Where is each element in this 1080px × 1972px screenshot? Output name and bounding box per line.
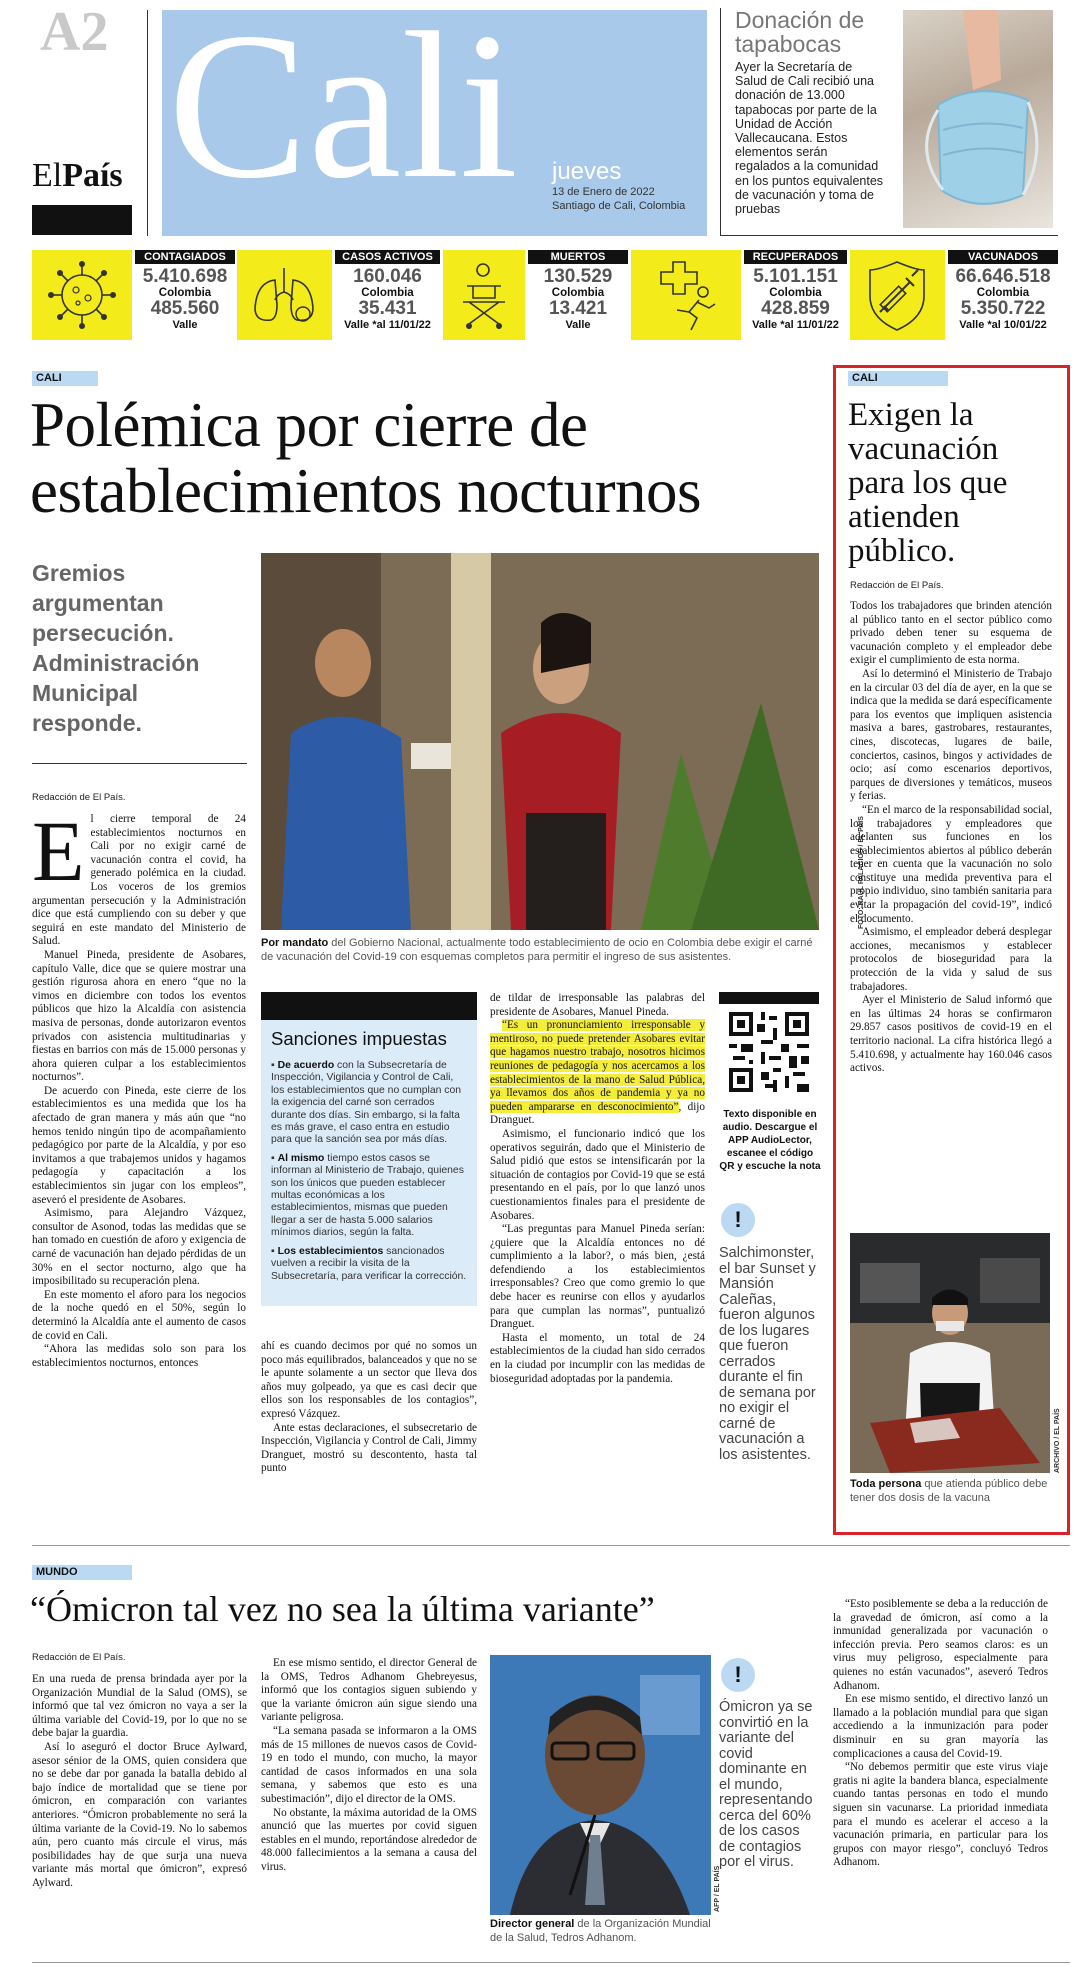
sidebar-body [850, 600, 1052, 1076]
stat-national-label: Colombia [769, 287, 822, 299]
main-photo [261, 553, 819, 930]
omicron-column-2 [261, 1657, 477, 1875]
omicron-photo-credit: AFP / EL PAÍS [714, 1865, 721, 1912]
stat-icon-box-1 [237, 250, 332, 340]
issue-place: Santiago de Cali, Colombia [552, 200, 686, 212]
paragraph: “En el marco de la responsabilidad social, los trabajadores y empleadores que adelanten sus funciones en los establecimientos abiertos al público deberán tener en cuenta que la vacunación no solo constituye una medida preventiva para el propio individuo, sino también sanitaria para evitar la propagación del covid-19”, indicó el documento. [850, 803, 1052, 925]
main-column-2 [261, 1340, 477, 1476]
stat-label: VACUNADOS [948, 250, 1058, 264]
paragraph: Asimismo, el empleador deberá desplegar acciones, mecanismos y establecer protocolos de bioseguridad para la protección de la vida y salud de sus trabajadores. [850, 926, 1052, 993]
main-headline-line-2: establecimientos nocturnos [30, 456, 702, 526]
stat-national: 66.646.518 [955, 266, 1051, 287]
sanciones-item: ▪ Los establecimientos sancionados vuelven a recibir la visita de la Subsecretaría, para verificar la corrección. [271, 1245, 467, 1282]
stat-icon-box-3 [631, 250, 741, 340]
paragraph: Asimismo, para Alejandro Vázquez, consultor de Asonod, todas las medidas que se han tomado en cuestión de aforo y exigencia de carné de vacunación han dejado pérdidas de un 30% en el sector nocturno, algo que ha imposibilitado su recuperación plena. [32, 1207, 246, 1288]
stat-regional-label: Valle *al 11/01/22 [752, 319, 839, 331]
stat-casos-activos [335, 250, 440, 340]
paragraph: Ayer el Ministerio de Salud informó que en las últimas 24 horas se confirmaron 29.857 casos positivos de covid-19 en el territorio nacional. La cifra histórica llegó a 5.410.698, y actualmente hay 160.046 casos activos. [850, 994, 1052, 1075]
stat-contagiados [135, 250, 235, 340]
stat-label: RECUPERADOS [744, 250, 847, 264]
bottom-rule [32, 1962, 1070, 1963]
paragraph: “No debemos permitir que este virus viaje gratis ni agite la bandera blanca, especialmente cuando tantas personas en todo el mundo siguen sin vacunarse. La prioridad inmediata para el mundo es acelerar el acceso a la vacunación primaria, en particular para los grupos con mayor riesgo”, concluyó Tedros Adhanom. [833, 1761, 1048, 1869]
caption-text: que atienda público debe tener dos dosis de la vacuna [850, 1478, 1048, 1504]
virus-icon [32, 250, 132, 340]
sanciones-title: Sanciones impuestas [271, 1028, 447, 1049]
omicron-byline: Redacción de El País. [32, 1652, 126, 1663]
sidebar-byline: Redacción de El País. [850, 580, 944, 591]
paragraph: “Las preguntas para Manuel Pineda serían: ¿quiere que la Alcaldía entonces no dé cumplimiento a la labor?, o más bien, ¿está defendiendo a los establecimientos irresponsables? Creo que como gremio lo que debe hacer es reunirse con ellos y ayudarlos para que cumplan las normas”, puntualizó Dranguet. [490, 1223, 705, 1331]
stat-national-label: Colombia [361, 287, 414, 299]
sidebar-photo-caption [850, 1477, 1052, 1505]
paragraph: Todos los trabajadores que brinden atención al público tanto en el sector público como privado deben tener su esquema de vacunación completo y el empleador debe exigir el cumplimiento de esta norma. [850, 600, 1052, 667]
paragraph: Ante estas declaraciones, el subsecretario de Inspección, Vigilancia y Control de Cali, Jimmy Dranguet, mostró su descontento, hasta tal punto [261, 1421, 477, 1475]
quote-paragraph [490, 1019, 705, 1128]
paragraph: Asimismo, el funcionario indicó que los operativos seguirán, dado que el Ministerio de Salud pidió que estos se intensificarán por la situación de contagios por Covid-19 que se está presentando en el país, por lo que lanzó unos cuestionamientos finales para el presidente de Asobares. [490, 1127, 705, 1222]
teaser-text: Ayer la Secretaría de Salud de Cali recibió una donación de 13.000 tapabocas por parte de la Unidad de Acción Vallecaucana. Estos elementos serán regalados a la comunidad en los puntos equivalentes de vacunación y toma de pruebas [735, 60, 884, 217]
section-divider [32, 1545, 1070, 1546]
paragraph: En ese mismo sentido, el director General de la OMS, Tedros Adhanom Ghebreyesus, informó que los contagios siguen subiendo y que la variante ómicron aún sigue siendo una variante peligrosa. [261, 1657, 477, 1724]
omicron-kicker: MUNDO [32, 1565, 132, 1580]
omicron-column-4 [833, 1598, 1048, 1870]
stat-icon-box-4 [850, 250, 945, 340]
caption-lead: Toda persona [850, 1478, 922, 1490]
main-byline: Redacción de El País. [32, 792, 126, 803]
paragraph: Así lo aseguró el doctor Bruce Aylward, asesor sénior de la OMS, quien considera que no se debe dar por ganada la batalla debido al bajo índice de mortalidad que se tiene por ómicron, en comparación con variantes anteriores. “Ómicron probablemente no será la última variante de la Covid-19. No lo sabemos aún, pero cuanto más circule el virus, más posibilidades hay de que surja una nueva variante más mortal que ómicron”, expresó Aylward. [32, 1740, 247, 1889]
stat-label: CONTAGIADOS [135, 250, 235, 264]
qr-code-icon [725, 1008, 813, 1096]
omicron-photo-caption [490, 1917, 711, 1945]
paragraph: “Esto posiblemente se deba a la reducción de la gravedad de ómicron, así como a la inmunidad generalizada por vacunación o infección previa. Pero seamos claros: es un virus muy peligroso, especialmente para quienes no están vacunados”, aseveró Tedros Adhanom. [833, 1598, 1048, 1692]
stat-national: 160.046 [353, 266, 422, 287]
paragraph: Así lo determinó el Ministerio de Trabajo en la circular 03 del día de ayer, en la que se indica que la medida se dará específicamente para los eventos que impliquen asistencia masiva a bares, gastrobares, restaurantes, cines, discotecas, lugares de baile, conciertos, casinos, bingos y actividades de ocio; así como escenarios deportivos, parques de diversiones y temáticos, museos y ferias. [850, 667, 1052, 803]
sanciones-item: ▪ De acuerdo con la Subsecretaría de Inspección, Vigilancia y Control de Cali, los establecimientos que no cumplan con la exigencia del carné son cerrados durante dos días. Sin embargo, si la falta es más grave, el caso entra en estudio para que la sanción sea por más días. [271, 1060, 462, 1146]
sanciones-item-text: tiempo estos casos se informan al Ministerio de Trabajo, quienes son los únicos que pueden establecer multas económicas a los establecimientos, mismas que pueden llegar a ser de hasta 5.000 salarios mínimos diarios, según la falta. [271, 1152, 464, 1239]
stat-regional-label: Valle *al 10/01/22 [959, 319, 1047, 331]
audio-text: Texto disponible en audio. Descargue el APP AudioLector, escanee el código QR y escuche la nota [719, 1109, 821, 1172]
paragraph: “Ahora las medidas solo son para los establecimientos nocturnos, entonces [32, 1343, 246, 1369]
sanciones-header-bar [261, 992, 477, 1020]
brand-logo-el: El [32, 157, 63, 194]
sanciones-item-lead: Los establecimientos [277, 1245, 384, 1257]
stat-regional: 5.350.722 [960, 298, 1046, 319]
face-mask-image [903, 10, 1053, 228]
main-photo-credit: FOTO: RAÚL PALACIOS / EL PAÍS [858, 816, 865, 929]
masthead-banner [162, 10, 707, 236]
stat-national-label: Colombia [158, 287, 212, 299]
stretcher-icon [443, 250, 525, 340]
main-kicker: CALI [32, 371, 98, 386]
audio-header-bar [719, 992, 819, 1004]
masthead-rule [147, 10, 148, 236]
stat-icon-box-0 [32, 250, 132, 340]
stat-regional: 428.859 [761, 298, 830, 319]
runner-icon [631, 250, 741, 340]
omicron-photo [490, 1655, 711, 1915]
omicron-column-1 [32, 1673, 247, 1891]
main-headline [30, 392, 830, 524]
bar-staff-photo [261, 553, 819, 930]
stat-regional-label: Valle *al 11/01/22 [344, 319, 431, 331]
paragraph: Hasta el momento, un total de 24 establecimientos de la ciudad han sido cerrados en la ciudad por incumplir con las medidas de bioseguridad adoptadas por la pandemia. [490, 1331, 705, 1385]
info-icon: ! [721, 1658, 755, 1692]
paragraph: En una rueda de prensa brindada ayer por la Organización Mundial de la Salud (OMS), se informó que tal vez ómicron no vaya a ser la última variable del Covid-19, por lo que no se debe bajar la guardia. [32, 1673, 247, 1740]
paragraph: de tildar de irresponsable las palabras del presidente de Asobares, Manuel Pineda. [490, 992, 705, 1018]
waiter-photo [850, 1233, 1050, 1473]
brand-bar [32, 205, 132, 235]
stat-label: MUERTOS [528, 250, 628, 264]
tedros-portrait-photo [490, 1655, 711, 1915]
sidebar-photo-credit: ARCHIVO / EL PAÍS [1054, 1408, 1061, 1473]
brand-logo [32, 158, 123, 194]
quote-tail: , dijo Dranguet. [490, 1100, 705, 1127]
paragraph: Manuel Pineda, presidente de Asobares, capítulo Valle, dice que se quiere mostrar una gestión rigurosa ahora en enero “que no la vimos en diciembre con todos los eventos públicos que hizo la Alcaldía con asistencia masiva de personas, donde autorizaron eventos privados con asistencia multitudinarias y fiestas en barrios con más de 15.000 personas y ahora quieren culpar a los establecimientos nocturnos”. [32, 948, 246, 1084]
main-column-1 [32, 803, 246, 1370]
sanciones-box [261, 1020, 477, 1306]
qr-code[interactable] [725, 1008, 813, 1096]
caption-lead: Por mandato [261, 937, 329, 949]
stat-national-label: Colombia [976, 287, 1030, 299]
stat-national-label: Colombia [551, 287, 605, 299]
info-icon: ! [721, 1203, 755, 1237]
stat-national: 5.101.151 [753, 266, 838, 287]
deck-rule [32, 763, 247, 764]
stat-national: 5.410.698 [142, 266, 228, 287]
lead-paragraph: l cierre temporal de 24 establecimientos nocturnos en Cali por no exigir carné de vacunación contra el covid, ha generado polémica en la ciudad. Los voceros de los gremios argumentan persecución y la Administración dice que está cumpliendo con su deber y que seguirá en este mandato del Ministerio de Salud. [32, 813, 246, 948]
section-title: Cali [168, 10, 518, 222]
syringe-shield-icon [850, 250, 945, 340]
paragraph: En ese mismo sentido, el directivo lanzó un llamado a la población mundial para que sigan accediendo a la inmunización para poder disminuir en su gran mayoría las complicaciones a causa del Covid-19. [833, 1693, 1048, 1760]
paragraph: En este momento el aforo para los negocios de la noche quedó en el 50%, según lo determinó la Alcaldía ante el aumento de casos de covid en Cali. [32, 1288, 246, 1342]
teaser-photo [903, 10, 1053, 228]
sidebar-photo [850, 1233, 1050, 1473]
main-deck: Gremios argumentan persecución. Administración Municipal responde. [32, 560, 200, 736]
teaser-box [720, 8, 1058, 236]
lungs-icon [237, 250, 332, 340]
teaser-title: Donación de tapabocas [735, 7, 865, 57]
sanciones-item: ▪ Al mismo tiempo estos casos se informan al Ministerio de Trabajo, quienes son los únicos que pueden establecer multas económicas a los establecimientos, mismas que pueden llegar a ser de hasta 5.000 salarios mínimos diarios, según la falta. [271, 1152, 464, 1239]
sanciones-item-lead: Al mismo [277, 1152, 325, 1164]
stat-regional-label: Valle [565, 319, 591, 331]
paragraph: “La semana pasada se informaron a la OMS más de 15 millones de nuevos casos de Covid-19 en todo el mundo, con mucho, la mayor cantidad de casos informados en una sola semana, y sabemos que esto es una subestimación”, dijo el director de la OMS. [261, 1724, 477, 1805]
sanciones-item-text: sancionados vuelven a recibir la visita de la Subsecretaría, para verificar la corrección. [271, 1245, 467, 1282]
page-number: A2 [40, 1, 109, 63]
stat-regional: 485.560 [150, 298, 220, 319]
stat-national: 130.529 [543, 266, 613, 287]
sanciones-item-text: con la Subsecretaría de Inspección, Vigilancia y Control de Cali, los establecimientos que no cumplan con la exigencia del carné son cerrados durante dos días. Sin embargo, si la falta es más grave, el caso entra en estudio para que la sanción sea por más días. [271, 1060, 462, 1146]
main-headline-line-1: Polémica por cierre de [30, 390, 588, 460]
drop-cap: E [32, 803, 85, 899]
issue-date: 13 de Enero de 2022 [552, 186, 655, 198]
issue-day: jueves [552, 158, 622, 185]
stat-icon-box-2 [443, 250, 525, 340]
stat-recuperados [744, 250, 847, 340]
caption-lead: Director general [490, 1918, 575, 1930]
stat-vacunados [948, 250, 1058, 340]
omicron-headline: “Ómicron tal vez no sea la última variante” [30, 1589, 655, 1629]
side-note-omicron: Ómicron ya se convirtió en la variante del covid dominante en el mundo, representando cerca del 60% de los casos de contagios por el virus. [719, 1699, 813, 1870]
stat-regional: 35.431 [358, 298, 417, 319]
sidebar-headline: Exigen la vacunación para los que atienden público. [848, 397, 1008, 569]
brand-logo-pais: País [62, 157, 123, 194]
stat-regional-label: Valle [172, 319, 198, 331]
caption-text: de la Organización Mundial de la Salud, Tedros Adhanom. [490, 1918, 711, 1944]
caption-text: del Gobierno Nacional, actualmente todo establecimiento de ocio en Colombia debe exigir el carné de vacunación del Covid-19 con esquemas completos para permitir el ingreso de sus asistentes. [261, 937, 813, 963]
main-photo-caption [261, 936, 819, 964]
paragraph: No obstante, la máxima autoridad de la OMS anunció que las muertes por covid siguen estables en el mundo, reportándose alrededor de 48.000 fallecimientos a la semana a causa del virus. [261, 1806, 477, 1873]
main-column-3 [490, 992, 705, 1386]
side-note-closures: Salchimonster, el bar Sunset y Mansión Caleñas, fueron algunos de los lugares que fueron cerrados durante el fin de semana por no exigir el carné de vacunación a los asistentes. [719, 1245, 816, 1463]
stat-regional: 13.421 [548, 298, 608, 319]
sidebar-kicker: CALI [848, 371, 948, 386]
paragraph: De acuerdo con Pineda, este cierre de los establecimientos es una medida que los ha afectado de gran manera y más aún que “no hemos tenido ningún tipo de acompañamiento pedagógico por parte de la Alcaldía, y por eso invitamos a que trabajemos unidos y hagamos pedagogía y capacitación a los establecimientos sin jugar con los empleos”, aseveró el presidente de Asobares. [32, 1084, 246, 1206]
sanciones-item-lead: De acuerdo [277, 1060, 335, 1071]
paragraph: ahí es cuando decimos por qué no somos un poco más equilibrados, balanceados y que no se le apunte solamente a un sector que lleva dos años muy golpeado, ya que es casi decir que ellos son los responsables de los contagios”, expresó Vázquez. [261, 1340, 477, 1420]
stat-label: CASOS ACTIVOS [335, 250, 440, 264]
stat-muertos [528, 250, 628, 340]
highlighted-quote: “Es un pronunciamiento irresponsable y mentiroso, no puede pretender Asobares evitar que hagamos nuestro trabajo, nosotros hicimos reuniones de pedagogía y nos acercamos a los establecimientos de la mano de Salud Pública, ya llevamos dos años de pandemia y ya no pueden ampararse en desconocimiento” [490, 1019, 705, 1113]
